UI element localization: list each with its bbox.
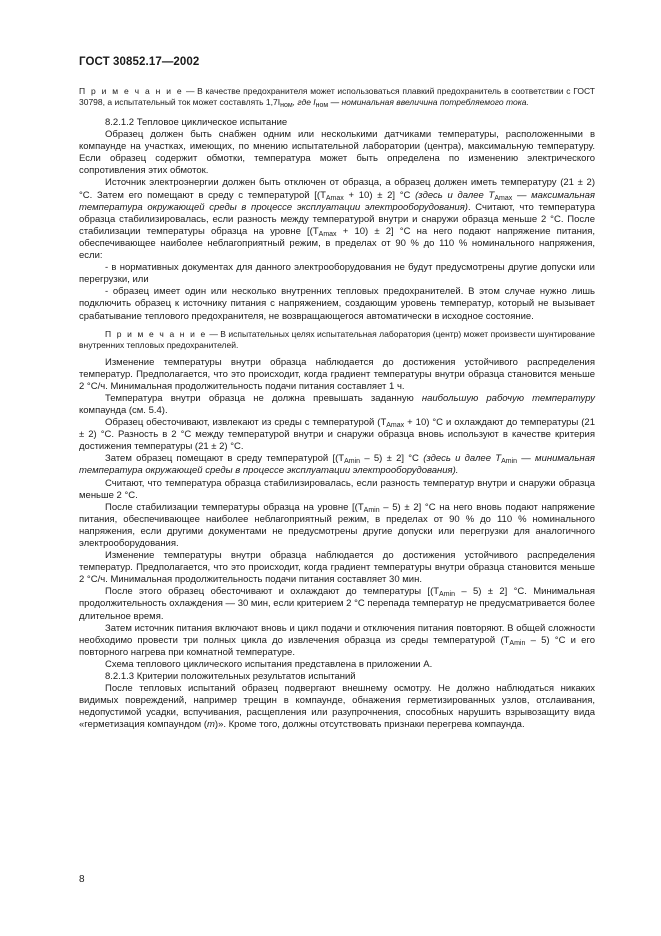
paragraph-inspection: После тепловых испытаний образец подвергают внешнему осмотру. Не должно наблюдаться никаких видимых повреждений, например трещин в компаунде, обнажения герметизированных узлов, отслаивания, недопустимой усадки, вспучивания, расщепления или разупрочнения, способных нарушить взрывозащиту вида «герметизация компаундом (m)». Кроме того, должны отсутствовать признаки перегрева компаунда. [79, 683, 595, 731]
section-heading-8-2-1-2: 8.2.1.2 Тепловое циклическое испытание [105, 117, 288, 128]
note-shunting: П р и м е ч а н и е — В испытательных целях испытательная лаборатория (центр) может произвести шунтирование внутренних тепловых предохранителей. [79, 328, 595, 350]
paragraph-temp-distribution-cold: Изменение температуры внутри образца наблюдается до достижения устойчивого распределения температур. Предполагается, что это происходит, когда градиент температуры внутри образца становится меньше 2 °С/ч. Минимальная продолжительность подачи питания составляет 30 мин. [79, 550, 595, 586]
list-item-tolerances: - в нормативных документах для данного электрооборудования не будут предусмотрены другие допуски или перегрузки, или [79, 262, 595, 286]
section-heading-8-2-1-3: 8.2.1.3 Критерии положительных результатов испытаний [105, 671, 356, 683]
list-item-thermal-fuses: - образец имеет один или несколько внутренних тепловых предохранителей. В этом случае нужно лишь подключить образец к источнику питания с напряжением, создающим уровень температур, который не вызывает срабатывание теплового предохранителя, не возвращающегося автоматически в исходное состояние. [79, 286, 595, 322]
document-body [79, 86, 595, 732]
paragraph-cooling: Образец обесточивают, извлекают из среды с температурой $(T_{Amax} + 10)$ °С и охлаждают до температуры (21 ± 2) °С. Разность в 2 °С между температурой внутри и снаружи образца вновь используют в качестве критерия достижения температуры (21 ± 2) °С. [79, 417, 595, 453]
page-number: 8 [79, 874, 85, 885]
paragraph-cycles: Затем источник питания включают вновь и цикл подачи и отключения питания повторяют. В общей сложности необходимо провести три полных цикла до извлечения образца из среды температурой $(T_{Amin} - 5)$ °С и его повторного нагрева при комнатной температуре. [79, 622, 596, 658]
paragraph-cold-environment: Затем образец помещают в среду температурой $[(T_{Amin} - 5) \pm 2]$ °С (здесь и далее $T_{Amin}$ — минимальная температура окружающей среды в процессе эксплуатации электрооборудования). [79, 453, 595, 477]
paragraph-power-source: Источник электроэнергии должен быть отключен от образца, а образец должен иметь температуру (21 ± 2) °С. Затем его помещают в среду с температурой $[(T_{Amax} + 10) \pm 2]$ °С (здесь и далее $T_{Amax}$ — максимальная температура окружающей среды в процессе эксплуатации электрооборудования). Считают, что температура образца стабилизировалась, если разность между температурой внутри и снаружи образца меньше 2 °С. После стабилизации температуры образца на уровне $[(T_{Amax} + 10) \pm 2]$ °С на него подают напряжение питания, обеспечивающее наиболее неблагоприятный режим, в пределах от 90 % до 110 % номинального напряжения, если: [79, 177, 596, 262]
standard-header: ГОСТ 30852.17—2002 [79, 56, 200, 68]
paragraph-stabilization: Считают, что температура образца стабилизировалась, если разность температур внутри и снаружи образца меньше 2 °С. [79, 477, 595, 501]
paragraph-sensors: Образец должен быть снабжен одним или несколькими датчиками температуры, расположенными в компаунде на участках, имеющих, по мнению испытательной лаборатории (центра), максимальную температуру. Если образец содержит обмотки, температура может быть определена по изменению электрического сопротивления этих обмоток. [79, 129, 595, 177]
paragraph-appendix-ref: Схема теплового циклического испытания представлена в приложении А. [105, 658, 433, 670]
paragraph-max-temperature: Температура внутри образца не должна превышать заданную наибольшую рабочую температуру компаунда (см. 5.4). [79, 392, 595, 416]
paragraph-voltage-cold: После стабилизации температуры образца на уровне $[(T_{Amin} - 5) \pm 2]$ °С на него вновь подают напряжение питания, обеспечивающее наиболее неблагоприятный режим, в пределах от 90 % до 110 % номинального напряжения, если другими документами не предусмотрены другие допуски или перегрузки для аналогичного электрооборудования. [79, 501, 595, 549]
paragraph-deenergize-cold: После этого образец обесточивают и охлаждают до температуры $[(T_{Amin} - 5) \pm 2]$ °С. Минимальная продолжительность охлаждения — 30 мин, если критерием 2 °С перепада температур не предусматривается более длительное время. [79, 586, 595, 622]
paragraph-temp-distribution: Изменение температуры внутри образца наблюдается до достижения устойчивого распределения температур. Предполагается, что это происходит, когда градиент температуры внутри образца становится меньше 2 °С/ч. Минимальная продолжительность подачи питания составляет 1 ч. [79, 356, 595, 392]
note-fuse: П р и м е ч а н и е — В качестве предохранителя может использоваться плавкий предохранитель в соответствии с ГОСТ 30798, а испытательный ток может составлять $1,7I_{ном}$, где $I_{ном}$ — номинальная ввеличина потребляемого тока. [79, 86, 595, 109]
